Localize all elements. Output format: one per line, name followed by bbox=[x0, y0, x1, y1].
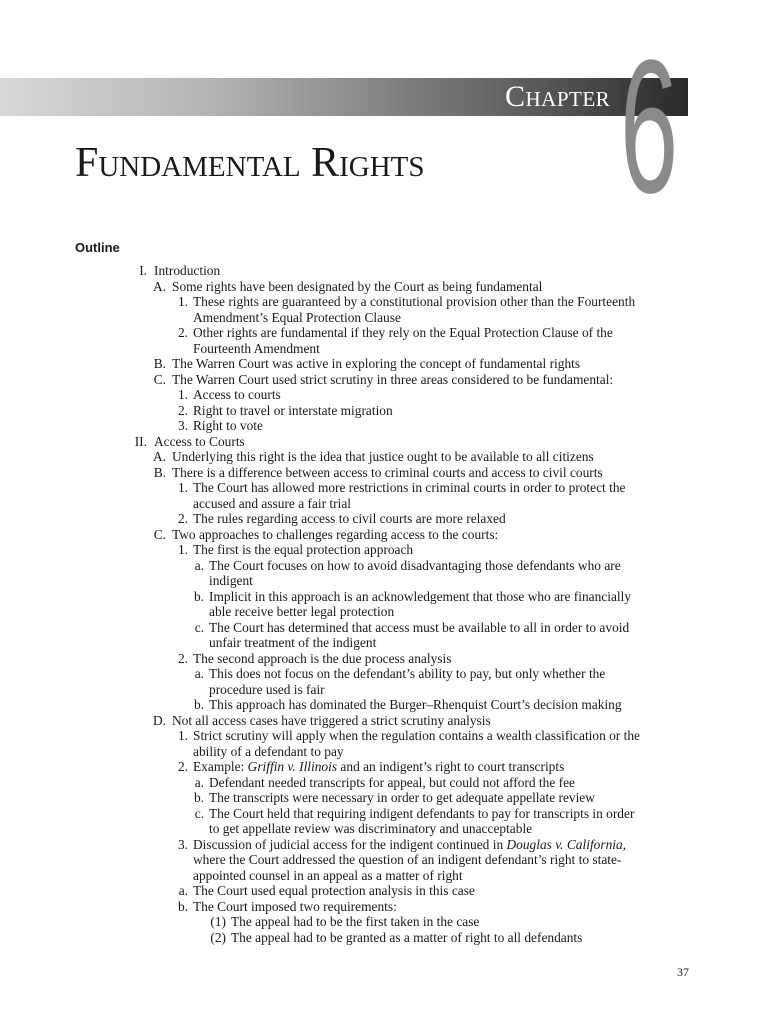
outline-item bbox=[0, 480, 768, 496]
outline-item-text: The transcripts were necessary in order to get adequate appellate review bbox=[209, 790, 595, 805]
outline-item-text: accused and assure a fair trial bbox=[193, 495, 352, 511]
outline-item-text: to get appellate review was discriminatory and unacceptable bbox=[209, 821, 533, 836]
outline-item-text: procedure used is fair bbox=[209, 681, 325, 697]
outline-item-label: a. bbox=[178, 883, 188, 898]
outline-item bbox=[0, 496, 768, 512]
outline-item-label: B. bbox=[153, 464, 166, 480]
outline-item bbox=[0, 604, 768, 620]
outline-item-label: 1. bbox=[177, 728, 188, 743]
outline-item-text: The Court has allowed more restrictions in criminal courts in order to protect the bbox=[193, 480, 626, 495]
outline-item bbox=[0, 728, 768, 744]
outline-item-text: The first is the equal protection approach bbox=[193, 542, 414, 557]
outline-item-text: The Court imposed two requirements: bbox=[193, 898, 397, 914]
outline-item bbox=[0, 310, 768, 326]
outline-item-text: Discussion of judicial access for the indigent continued in Douglas v. California, bbox=[193, 836, 627, 852]
outline-item-label: b. bbox=[193, 697, 204, 712]
outline-item-label: 1. bbox=[177, 387, 188, 402]
outline-item-label: a. bbox=[194, 774, 204, 790]
outline-item bbox=[0, 573, 768, 589]
outline-item-text: Not all access cases have triggered a strict scrutiny analysis bbox=[172, 712, 491, 728]
page-number: 37 bbox=[677, 965, 689, 979]
outline-item-label: (2) bbox=[210, 929, 226, 945]
outline-item-label: (1) bbox=[210, 914, 226, 929]
outline-item-text: The Court used equal protection analysis in this case bbox=[193, 883, 475, 898]
outline-item-text: There is a difference between access to criminal courts and access to civil courts bbox=[172, 464, 603, 480]
outline-item-text: Example: Griffin v. Illinois and an indigent’s right to court transcripts bbox=[193, 759, 565, 774]
outline-item-label: 1. bbox=[177, 480, 188, 495]
outline-item bbox=[0, 635, 768, 651]
outline-item-text: Other rights are fundamental if they rely on the Equal Protection Clause of the bbox=[193, 325, 613, 340]
case-citation: Douglas v. California, bbox=[506, 836, 627, 852]
outline-item bbox=[0, 697, 768, 713]
outline-item bbox=[0, 341, 768, 357]
outline-item-text: Right to vote bbox=[193, 418, 263, 433]
outline-item-label: B. bbox=[153, 356, 166, 371]
outline-item-label: II. bbox=[134, 433, 147, 449]
outline-list bbox=[0, 263, 768, 945]
outline-item-text: Access to Courts bbox=[154, 433, 245, 449]
outline-item bbox=[0, 651, 768, 667]
outline-item bbox=[0, 775, 768, 791]
outline-item bbox=[0, 620, 768, 636]
outline-heading: Outline bbox=[75, 240, 120, 255]
outline-item bbox=[0, 914, 768, 930]
outline-item bbox=[0, 527, 768, 543]
outline-item bbox=[0, 713, 768, 729]
outline-item-text: where the Court addressed the question of an indigent defendant’s right to state- bbox=[193, 852, 622, 867]
case-citation: Griffin v. Illinois bbox=[247, 759, 338, 774]
outline-item bbox=[0, 372, 768, 388]
outline-item bbox=[0, 449, 768, 465]
outline-item-label: 1. bbox=[177, 294, 188, 309]
outline-item-text: The second approach is the due process analysis bbox=[193, 650, 452, 666]
outline-item-text: The rules regarding access to civil courts are more relaxed bbox=[193, 511, 506, 526]
outline-item-text: These rights are guaranteed by a constitutional provision other than the Fourteenth bbox=[193, 294, 636, 309]
outline-item bbox=[0, 589, 768, 605]
chapter-title: Fundamental Rights bbox=[75, 140, 425, 186]
outline-item bbox=[0, 325, 768, 341]
outline-item-text: indigent bbox=[209, 573, 253, 588]
outline-item-text: Strict scrutiny will apply when the regulation contains a wealth classification or the bbox=[193, 728, 640, 743]
outline-item bbox=[0, 790, 768, 806]
outline-item-label: 2. bbox=[177, 511, 188, 526]
outline-item bbox=[0, 294, 768, 310]
outline-item-text: This approach has dominated the Burger–Rhenquist Court’s decision making bbox=[209, 697, 622, 712]
outline-item bbox=[0, 418, 768, 434]
outline-item bbox=[0, 682, 768, 698]
outline-item bbox=[0, 279, 768, 295]
outline-item-label: 2. bbox=[177, 402, 188, 418]
outline-item bbox=[0, 387, 768, 403]
outline-item bbox=[0, 403, 768, 419]
outline-item-text: The appeal had to be granted as a matter of right to all defendants bbox=[231, 929, 583, 945]
outline-item bbox=[0, 465, 768, 481]
outline-item-label: b. bbox=[193, 790, 204, 805]
outline-item bbox=[0, 744, 768, 760]
outline-item bbox=[0, 666, 768, 682]
outline-item bbox=[0, 806, 768, 822]
outline-item-text: This does not focus on the defendant’s ability to pay, but only whether the bbox=[209, 666, 606, 681]
outline-item-label: 2. bbox=[177, 650, 188, 666]
outline-item-label: 2. bbox=[177, 325, 188, 340]
chapter-label: Chapter bbox=[505, 80, 611, 113]
outline-item-text: Two approaches to challenges regarding access to the courts: bbox=[172, 526, 499, 542]
outline-item bbox=[0, 883, 768, 899]
outline-item-label: C. bbox=[153, 371, 166, 387]
outline-item bbox=[0, 930, 768, 946]
outline-item-text: unfair treatment of the indigent bbox=[209, 635, 377, 650]
outline-item-label: a. bbox=[194, 666, 204, 681]
outline-item bbox=[0, 852, 768, 868]
outline-item-text: Fourteenth Amendment bbox=[193, 340, 320, 356]
outline-item bbox=[0, 821, 768, 837]
outline-item-text: The appeal had to be the first taken in the case bbox=[231, 914, 480, 929]
outline-item bbox=[0, 263, 768, 279]
outline-item-text: The Court has determined that access must be available to all in order to avoid bbox=[209, 619, 630, 635]
outline-item-label: C. bbox=[153, 526, 166, 542]
outline-item-label: 1. bbox=[177, 542, 188, 557]
outline-item-text: Introduction bbox=[154, 263, 221, 278]
outline-item-text: Defendant needed transcripts for appeal, but could not afford the fee bbox=[209, 774, 575, 790]
outline-item-text: Implicit in this approach is an acknowledgement that those who are financially bbox=[209, 588, 632, 604]
outline-item-text: The Court held that requiring indigent defendants to pay for transcripts in order bbox=[209, 805, 635, 821]
outline-item-label: A. bbox=[152, 278, 166, 294]
outline-item bbox=[0, 868, 768, 884]
outline-item-label: 3. bbox=[177, 418, 188, 433]
outline-item bbox=[0, 434, 768, 450]
outline-item-label: I. bbox=[139, 263, 147, 278]
outline-item-text: The Warren Court was active in exploring the concept of fundamental rights bbox=[172, 356, 581, 371]
outline-item bbox=[0, 759, 768, 775]
outline-item bbox=[0, 899, 768, 915]
outline-item bbox=[0, 511, 768, 527]
outline-item-label: D. bbox=[152, 712, 166, 728]
outline-item-text: ability of a defendant to pay bbox=[193, 743, 344, 759]
outline-item bbox=[0, 558, 768, 574]
outline-item-label: 3. bbox=[177, 836, 188, 852]
outline-item-text: Amendment’s Equal Protection Clause bbox=[193, 309, 401, 325]
outline-item-label: c. bbox=[194, 619, 204, 635]
outline-item bbox=[0, 356, 768, 372]
outline-item-label: 2. bbox=[177, 759, 188, 774]
outline-item-text: Some rights have been designated by the Court as being fundamental bbox=[172, 278, 543, 294]
chapter-number: 6 bbox=[620, 21, 679, 233]
outline-item-text: Underlying this right is the idea that justice ought to be available to all citizens bbox=[172, 449, 594, 464]
outline-item bbox=[0, 542, 768, 558]
outline-item-text: appointed counsel in an appeal as a matter of right bbox=[193, 867, 463, 883]
outline-item-label: c. bbox=[194, 805, 204, 821]
outline-item-text: able receive better legal protection bbox=[209, 604, 395, 619]
outline-item-label: a. bbox=[194, 557, 204, 573]
outline-item-text: Access to courts bbox=[193, 387, 281, 402]
outline-item-text: The Court focuses on how to avoid disadvantaging those defendants who are bbox=[209, 557, 621, 573]
outline-item-text: Right to travel or interstate migration bbox=[193, 402, 393, 418]
outline-item-label: b. bbox=[193, 588, 204, 604]
outline-item-label: A. bbox=[152, 449, 166, 464]
outline-item bbox=[0, 837, 768, 853]
outline-item-label: b. bbox=[177, 898, 188, 914]
outline-item-text: The Warren Court used strict scrutiny in three areas considered to be fundamental: bbox=[172, 371, 614, 387]
